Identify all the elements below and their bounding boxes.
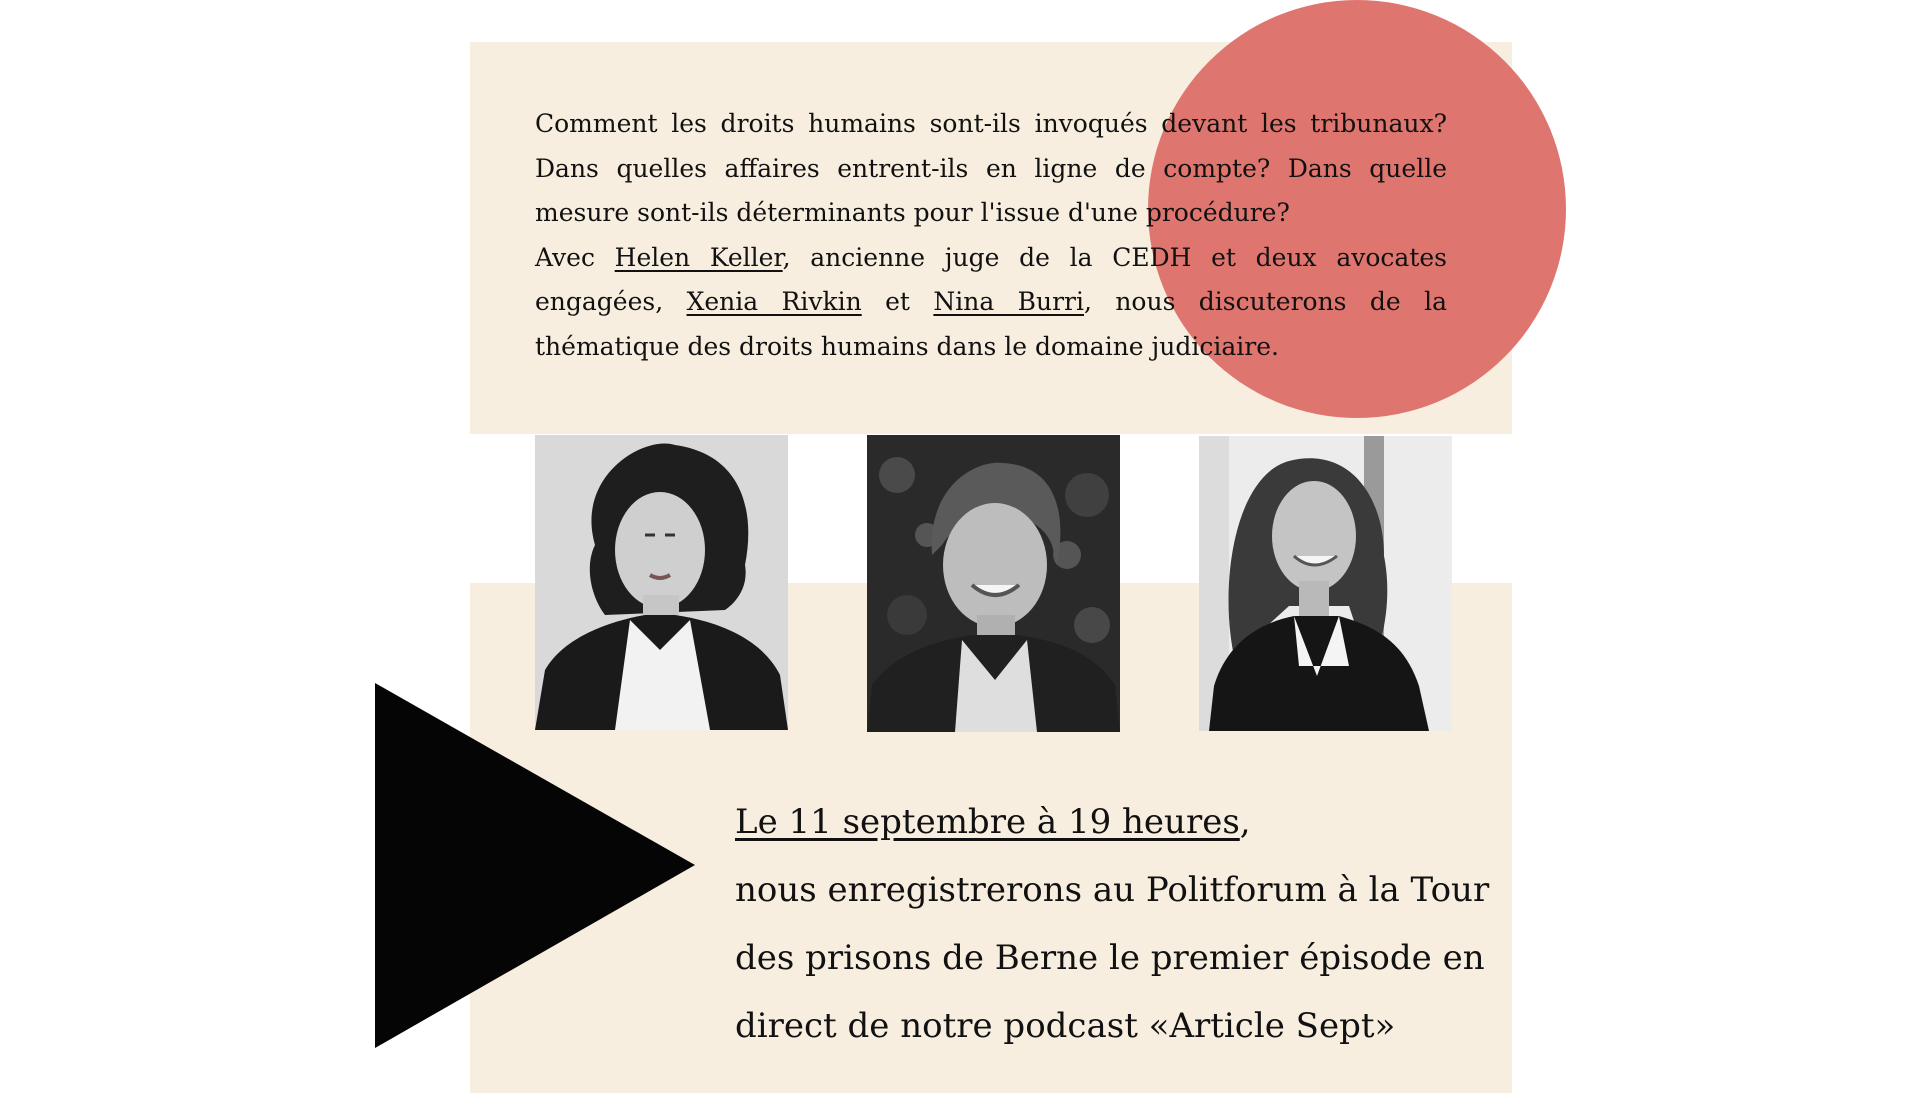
intro-para2-suffix: , nous discuterons de la thématique des droits humains dans le domaine judiciaire. <box>535 287 1447 361</box>
intro-para2-mid1: , ancienne juge de la CEDH et deux avocates engagées, <box>535 242 1447 316</box>
event-date-suffix: , <box>1239 802 1251 842</box>
link-xenia-rivkin[interactable]: Xenia Rivkin <box>686 287 862 316</box>
portrait-photo-2 <box>867 435 1120 732</box>
intro-para2-prefix: Avec <box>535 242 615 272</box>
intro-para2-mid2: et <box>861 287 934 316</box>
portrait-photo-icon <box>1199 436 1452 731</box>
link-nina-burri[interactable]: Nina Burri <box>933 287 1084 316</box>
link-helen-keller[interactable]: Helen Keller <box>614 242 783 272</box>
intro-para1: Comment les droits humains sont-ils invoqués devant les tribunaux? Dans quelles affaires entrent-ils en ligne de compte? Dans quelle mesure sont-ils déterminants pour l'issue d'une procédure? <box>535 109 1447 227</box>
intro-text <box>535 102 1447 369</box>
event-date-link[interactable]: Le 11 septembre à 19 heures <box>735 802 1240 842</box>
portrait-photo-3 <box>1199 436 1452 731</box>
event-line-4: direct de notre podcast «Article Sept» <box>735 1006 1396 1046</box>
portrait-photo-icon <box>867 435 1120 732</box>
play-triangle-icon <box>375 683 695 1048</box>
event-text <box>735 788 1490 1060</box>
event-line-1 <box>735 788 1455 856</box>
event-line-2: nous enregistrerons au Politforum à la Tour <box>735 870 1490 910</box>
event-line-3: des prisons de Berne le premier épisode en <box>735 938 1485 978</box>
